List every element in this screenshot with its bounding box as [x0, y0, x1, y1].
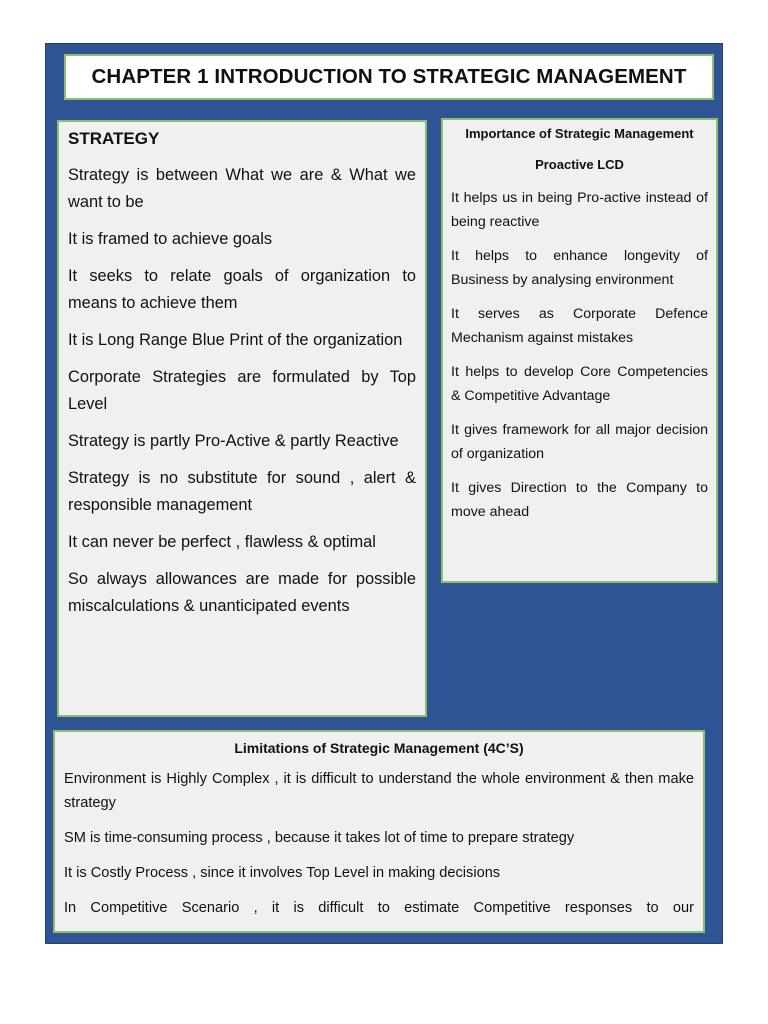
strategy-point: It can never be perfect , flawless & optimal [68, 533, 376, 551]
chapter-title: CHAPTER 1 INTRODUCTION TO STRATEGIC MANAGEMENT [91, 65, 687, 88]
strategy-point: Corporate Strategies are formulated by Top Level [68, 368, 416, 413]
importance-subheading: Proactive LCD [535, 157, 624, 172]
importance-point: It helps us in being Pro-active instead of being reactive [451, 190, 708, 230]
importance-point: It serves as Corporate Defence Mechanism against mistakes [451, 306, 708, 346]
importance-point: It gives framework for all major decision of organization [451, 422, 708, 462]
limitations-box [53, 730, 705, 933]
strategy-box [57, 120, 427, 717]
importance-heading: Importance of Strategic Management [465, 126, 694, 141]
strategy-point: Strategy is no substitute for sound , alert & responsible management [68, 469, 416, 514]
importance-point: It gives Direction to the Company to move ahead [451, 480, 708, 520]
importance-point: It helps to enhance longevity of Business by analysing environment [451, 248, 708, 288]
limitation-point: SM is time-consuming process , because it takes lot of time to prepare strategy [64, 830, 575, 846]
limitation-point: Environment is Highly Complex , it is difficult to understand the whole environment & then make strategy [64, 771, 694, 811]
strategy-heading: STRATEGY [68, 129, 160, 148]
strategy-point: Strategy is between What we are & What we want to be [68, 166, 416, 211]
strategy-point: So always allowances are made for possible miscalculations & unanticipated events [68, 570, 416, 615]
limitation-point: It is Costly Process , since it involves Top Level in making decisions [64, 865, 501, 881]
limitations-heading: Limitations of Strategic Management (4C’S) [234, 740, 524, 756]
strategy-point: It is Long Range Blue Print of the organization [68, 331, 403, 349]
title-box [64, 54, 714, 100]
limitation-point: In Competitive Scenario , it is difficult to estimate Competitive responses to our [64, 900, 694, 916]
importance-point: It helps to develop Core Competencies & Competitive Advantage [451, 364, 708, 404]
strategy-point: It seeks to relate goals of organization to means to achieve them [68, 267, 416, 312]
strategy-point: Strategy is partly Pro-Active & partly Reactive [68, 432, 399, 450]
strategy-point: It is framed to achieve goals [68, 230, 273, 248]
importance-box [441, 118, 718, 583]
